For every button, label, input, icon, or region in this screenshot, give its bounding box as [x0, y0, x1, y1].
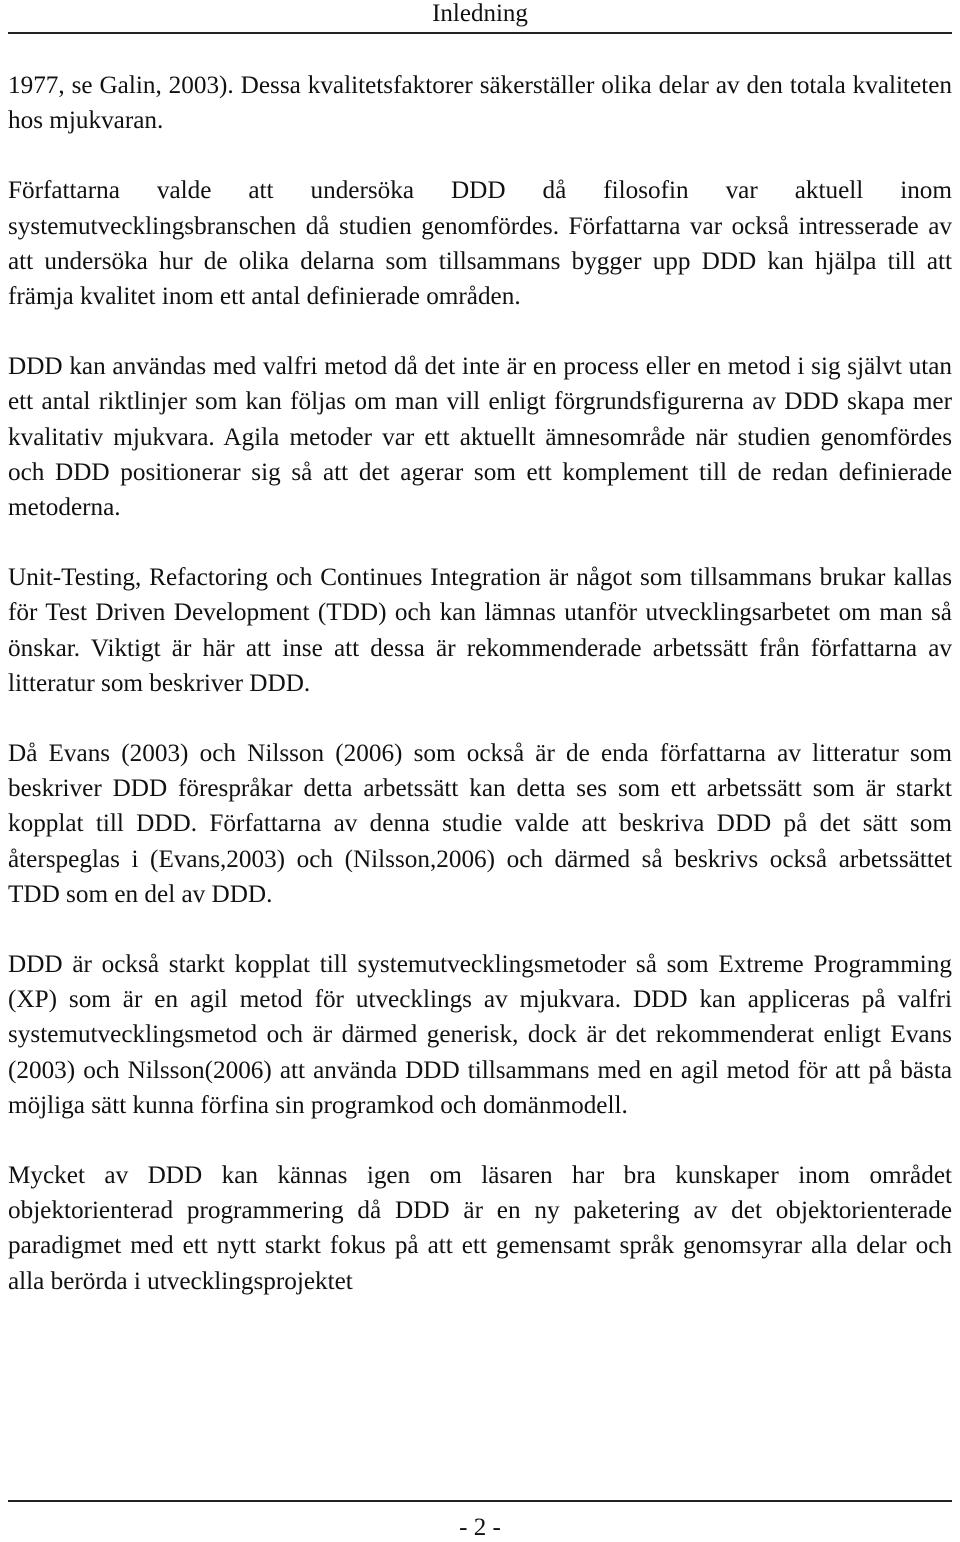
chapter-title: Inledning — [432, 0, 528, 27]
page-body — [8, 68, 952, 1334]
page-number: - 2 - — [459, 1514, 501, 1541]
paragraph-6: DDD är också starkt kopplat till systemutvecklingsmetoder så som Extreme Programming (XP) som är en agil metod för utvecklings av mjukvara. DDD kan appliceras på valfri systemutvecklingsmetod och är därmed generisk, dock är det rekommenderat enligt Evans (2003) och Nilsson(2006) att använda DDD tillsammans med en agil metod för att på bästa möjliga sätt kunna förfina sin programkod och domänmodell. — [8, 951, 952, 1119]
paragraph-7: Mycket av DDD kan kännas igen om läsaren har bra kunskaper inom området objektorienterad programmering då DDD är en ny paketering av det objektorienterade paradigmet med ett nytt starkt fokus på att ett gemensamt språk genomsyrar alla delar och alla berörda i utvecklingsprojektet — [8, 1162, 952, 1295]
paragraph-4: Unit-Testing, Refactoring och Continues Integration är något som tillsammans brukar kallas för Test Driven Development (TDD) och kan lämnas utanför utvecklingsarbetet om man så önskar. Viktigt är här att inse att dessa är rekommenderade arbetssätt från författarna av litteratur som beskriver DDD. — [8, 564, 952, 697]
paragraph-2: Författarna valde att undersöka DDD då filosofin var aktuell inom systemutvecklingsbranschen då studien genomfördes. Författarna var också intresserade av att undersöka hur de olika delarna som tillsammans bygger upp DDD kan hjälpa till att främja kvalitet inom ett antal definierade områden. — [8, 177, 952, 311]
paragraph-1: 1977, se Galin, 2003). Dessa kvalitetsfaktorer säkerställer olika delar av den totala kvaliteten hos mjukvaran. — [8, 72, 952, 135]
page-footer — [8, 1500, 952, 1542]
paragraph-5: Då Evans (2003) och Nilsson (2006) som också är de enda författarna av litteratur som beskriver DDD förespråkar detta arbetssätt kan detta ses som ett arbetssätt som är starkt kopplat till DDD. Författarna av denna studie valde att beskriva DDD på det sätt som återspeglas i (Evans,2003) och (Nilsson,2006) och därmed så beskrivs också arbetssättet TDD som en del av DDD. — [8, 740, 952, 908]
paragraph-3: DDD kan användas med valfri metod då det inte är en process eller en metod i sig självt utan ett antal riktlinjer som kan följas om man vill enligt förgrundsfigurerna av DDD skapa mer kvalitativ mjukvara. Agila metoder var ett aktuellt ämnesområde när studien genomfördes och DDD positionerar sig så att det agerar som ett komplement till de redan definierade metoderna. — [8, 353, 952, 522]
page-header — [8, 0, 952, 34]
